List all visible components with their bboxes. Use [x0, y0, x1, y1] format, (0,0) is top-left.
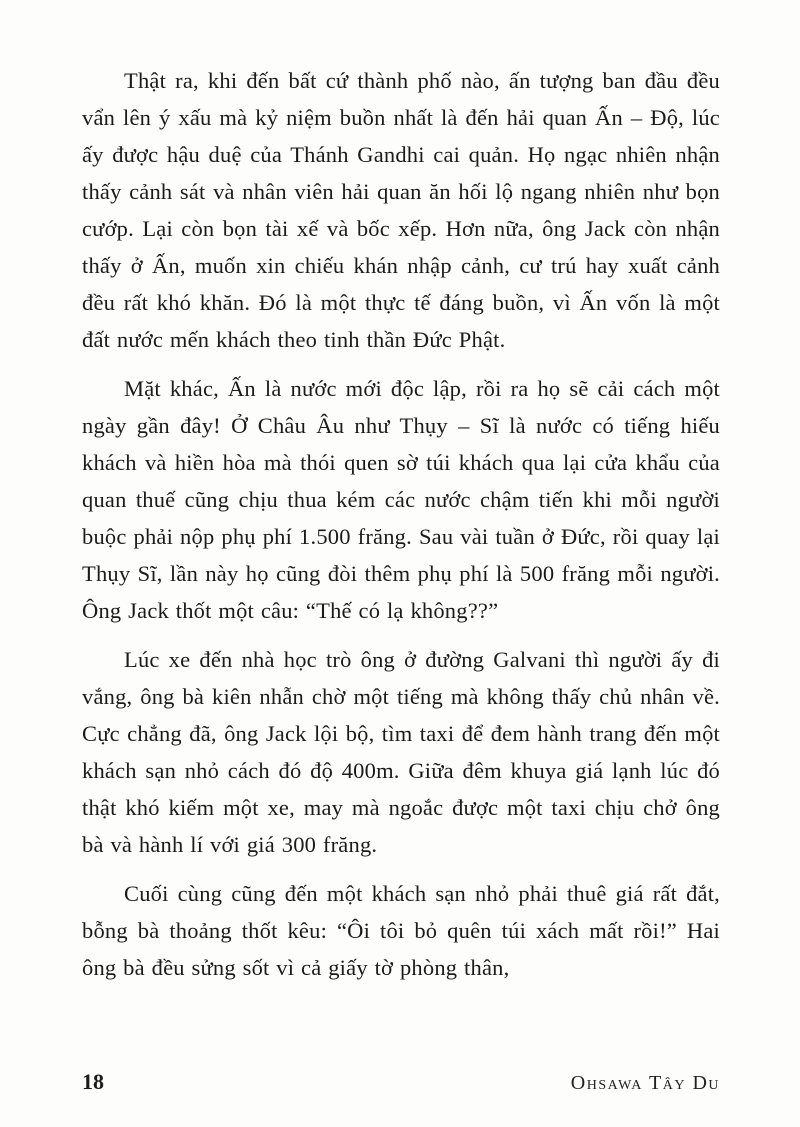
paragraph: Cuối cùng cũng đến một khách sạn nhỏ phải thuê giá rất đắt, bỗng bà thoảng thốt kêu: “Ôi tôi bỏ quên túi xách mất rồi!” Hai ông bà đều sửng sốt vì cả giấy tờ phòng thân, — [82, 881, 720, 980]
book-title: Ohsawa Tây Du — [570, 1072, 720, 1094]
paragraph: Mặt khác, Ấn là nước mới độc lập, rồi ra họ sẽ cải cách một ngày gần đây! Ở Châu Âu như Thụy – Sĩ là nước có tiếng hiếu khách và hiền hòa mà thói quen sờ túi khách qua lại cửa khẩu của quan thuế cũng chịu thua kém các nước chậm tiến khi mỗi người buộc phải nộp phụ phí 1.500 frăng. Sau vài tuần ở Đức, rồi quay lại Thụy Sĩ, lần này họ cũng đòi thêm phụ phí là 500 frăng mỗi người. Ông Jack thốt một câu: “Thế có lạ không??” — [82, 376, 720, 623]
page-content — [82, 62, 720, 986]
paragraph: Thật ra, khi đến bất cứ thành phố nào, ấn tượng ban đầu đều vẩn lên ý xấu mà kỷ niệm buồn nhất là đến hải quan Ấn – Độ, lúc ấy được hậu duệ của Thánh Gandhi cai quản. Họ ngạc nhiên nhận thấy cảnh sát và nhân viên hải quan ăn hối lộ ngang nhiên như bọn cướp. Lại còn bọn tài xế và bốc xếp. Hơn nữa, ông Jack còn nhận thấy ở Ấn, muốn xin chiếu khán nhập cảnh, cư trú hay xuất cảnh đều rất khó khăn. Đó là một thực tế đáng buồn, vì Ấn vốn là một đất nước mến khách theo tinh thần Đức Phật. — [82, 68, 720, 352]
page-footer — [82, 1069, 720, 1095]
page-number: 18 — [82, 1069, 104, 1094]
paragraph: Lúc xe đến nhà học trò ông ở đường Galvani thì người ấy đi vắng, ông bà kiên nhẫn chờ một tiếng mà không thấy chủ nhân về. Cực chẳng đã, ông Jack lội bộ, tìm taxi để đem hành trang đến một khách sạn nhỏ cách đó độ 400m. Giữa đêm khuya giá lạnh lúc đó thật khó kiếm một xe, may mà ngoắc được một taxi chịu chở ông bà và hành lí với giá 300 frăng. — [82, 647, 720, 857]
